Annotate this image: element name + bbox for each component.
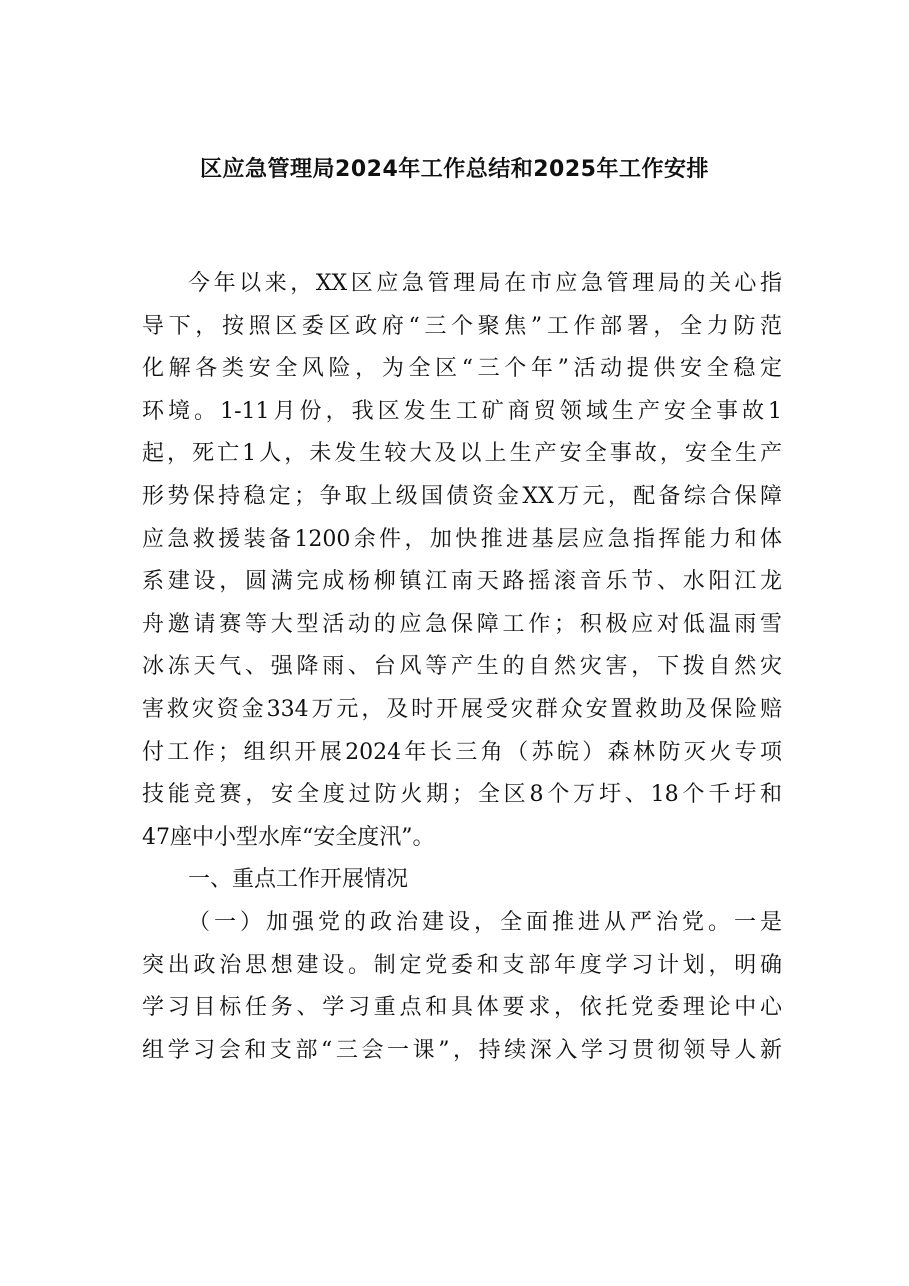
paragraph-1-line: 付工作；组织开展2024年长三角（苏皖）森林防灭火专项: [142, 739, 782, 765]
paragraph-1-line: 今年以来，XX区应急管理局在市应急管理局的关心指: [188, 271, 782, 296]
paragraph-1-line: 环境。1-11月份，我区发生工矿商贸领域生产安全事故1: [142, 398, 782, 424]
paragraph-1-line: 系建设，圆满完成杨柳镇江南天路摇滚音乐节、水阳江龙: [142, 569, 782, 595]
paragraph-1-line: 化解各类安全风险，为全区“三个年”活动提供安全稳定: [142, 356, 782, 382]
paragraph-2-line: （一）加强党的政治建设，全面推进从严治党。一是: [188, 909, 782, 935]
section-1-heading: 一、重点工作开展情况: [188, 867, 409, 893]
paragraph-1-line: 害救灾资金334万元，及时开展受灾群众安置救助及保险赔: [142, 696, 782, 722]
paragraph-2-line: 突出政治思想建设。制定党委和支部年度学习计划，明确: [142, 952, 782, 978]
paragraph-1-line: 冰冻天气、强降雨、台风等产生的自然灾害，下拨自然灾: [142, 654, 782, 680]
paragraph-2-line: 组学习会和支部“三会一课”，持续深入学习贯彻领导人新: [142, 1037, 782, 1063]
paragraph-1-line: 47座中小型水库“安全度汛”。: [142, 824, 435, 850]
paragraph-1-line: 起，死亡1人，未发生较大及以上生产安全事故，安全生产: [142, 441, 782, 467]
paragraph-1-line: 技能竞赛，安全度过防火期；全区8个万圩、18个千圩和: [142, 782, 782, 808]
document-title: 区应急管理局2024年工作总结和2025年工作安排: [200, 157, 709, 182]
paragraph-1-line: 舟邀请赛等大型活动的应急保障工作；积极应对低温雨雪: [142, 611, 782, 637]
paragraph-1-line: 形势保持稳定；争取上级国债资金XX万元，配备综合保障: [142, 483, 782, 509]
paragraph-2-line: 学习目标任务、学习重点和具体要求，依托党委理论中心: [142, 995, 782, 1021]
paragraph-1-line: 应急救援装备1200余件，加快推进基层应急指挥能力和体: [142, 526, 782, 552]
paragraph-1-line: 导下，按照区委区政府“三个聚焦”工作部署，全力防范: [142, 313, 782, 339]
document-body: [142, 263, 782, 1072]
